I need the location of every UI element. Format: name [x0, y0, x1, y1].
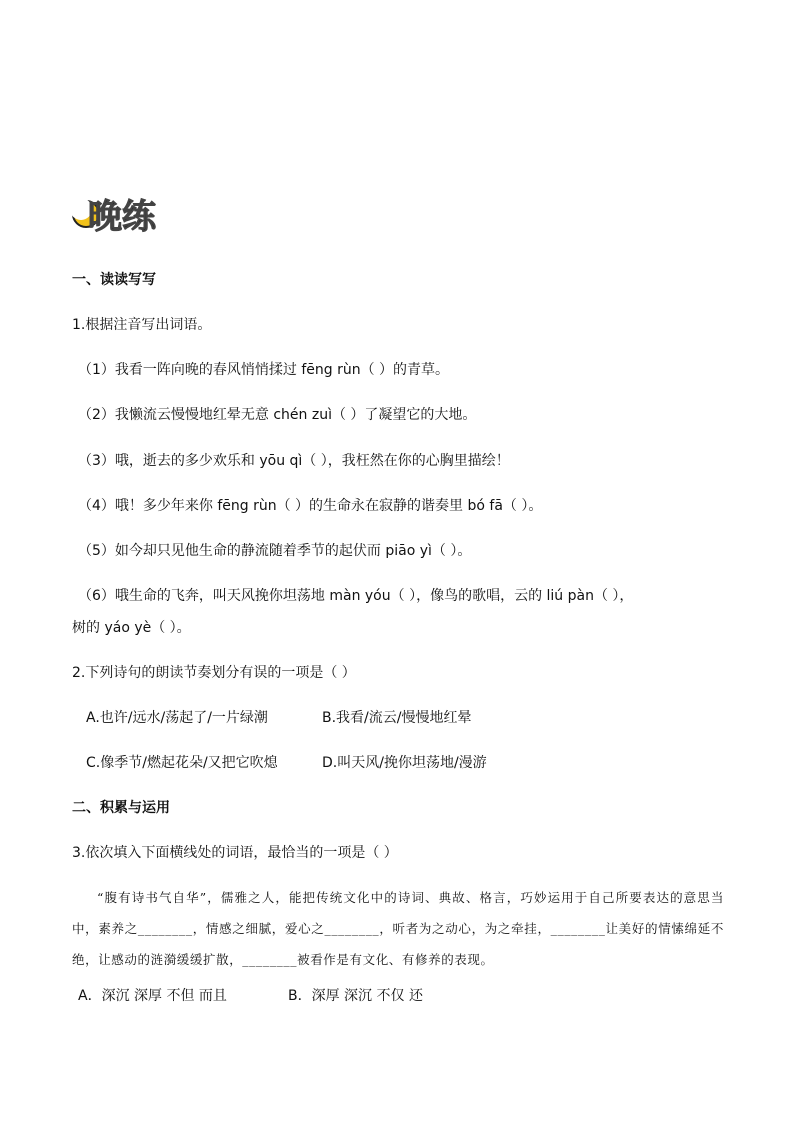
section1-title: 一、读读写写 — [72, 272, 156, 288]
q2-option-c: C.像季节/燃起花朵/又把它吹熄 — [86, 755, 278, 771]
q3-option-b: B．深厚 深沉 不仅 还 — [288, 988, 423, 1004]
q1-item-1: （1）我看一阵向晚的春风悄悄揉过 fēng rùn（ ）的青草。 — [78, 362, 450, 378]
logo-text: 晚练 — [88, 197, 156, 237]
q3-passage: “腹有诗书气自华”，儒雅之人，能把传统文化中的诗词、典故、格言，巧妙运用于自己所要表达的意思当中，素养之________，情感之细腻，爱心之________，听者为之动心，为之牵挂，________让美好的情愫绵延不绝，让感动的涟漪缓缓扩散，________被看作是有文化、有修养的表现。 — [72, 890, 724, 967]
section2-title: 二、积累与运用 — [72, 800, 170, 816]
q1-item-2: （2）我懒流云慢慢地红晕无意 chén zuì（ ）了凝望它的大地。 — [78, 407, 477, 423]
q2-option-d: D.叫天风/挽你坦荡地/漫游 — [322, 755, 487, 771]
q1-item-3: （3）哦，逝去的多少欢乐和 yōu qì（ ），我枉然在你的心胸里描绘！ — [78, 453, 510, 469]
q1-item-5: （5）如今却只见他生命的静流随着季节的起伏而 piāo yì（ ）。 — [78, 543, 472, 559]
q1-item-6: （6）哦生命的飞奔，叫天风挽你坦荡地 màn yóu（ ），像鸟的歌唱，云的 liú pàn（ ）， — [78, 588, 634, 604]
q1-item-4: （4）哦！多少年来你 fēng rùn（ ）的生命永在寂静的谐奏里 bó fā（ ）。 — [78, 498, 543, 514]
q1-item-6-continued: 树的 yáo yè（ ）。 — [72, 620, 191, 636]
wanlian-logo — [72, 188, 172, 240]
q2-option-b: B.我看/流云/慢慢地红晕 — [322, 710, 472, 726]
q1-stem: 1.根据注音写出词语。 — [72, 317, 212, 333]
q2-stem: 2.下列诗句的朗读节奏划分有误的一项是（ ） — [72, 665, 356, 681]
q3-option-a: A．深沉 深厚 不但 而且 — [78, 988, 227, 1004]
logo-graphic — [72, 188, 172, 240]
q2-option-a: A.也许/远水/荡起了/一片绿潮 — [86, 710, 268, 726]
q3-stem: 3.依次填入下面横线处的词语，最恰当的一项是（ ） — [72, 845, 398, 861]
